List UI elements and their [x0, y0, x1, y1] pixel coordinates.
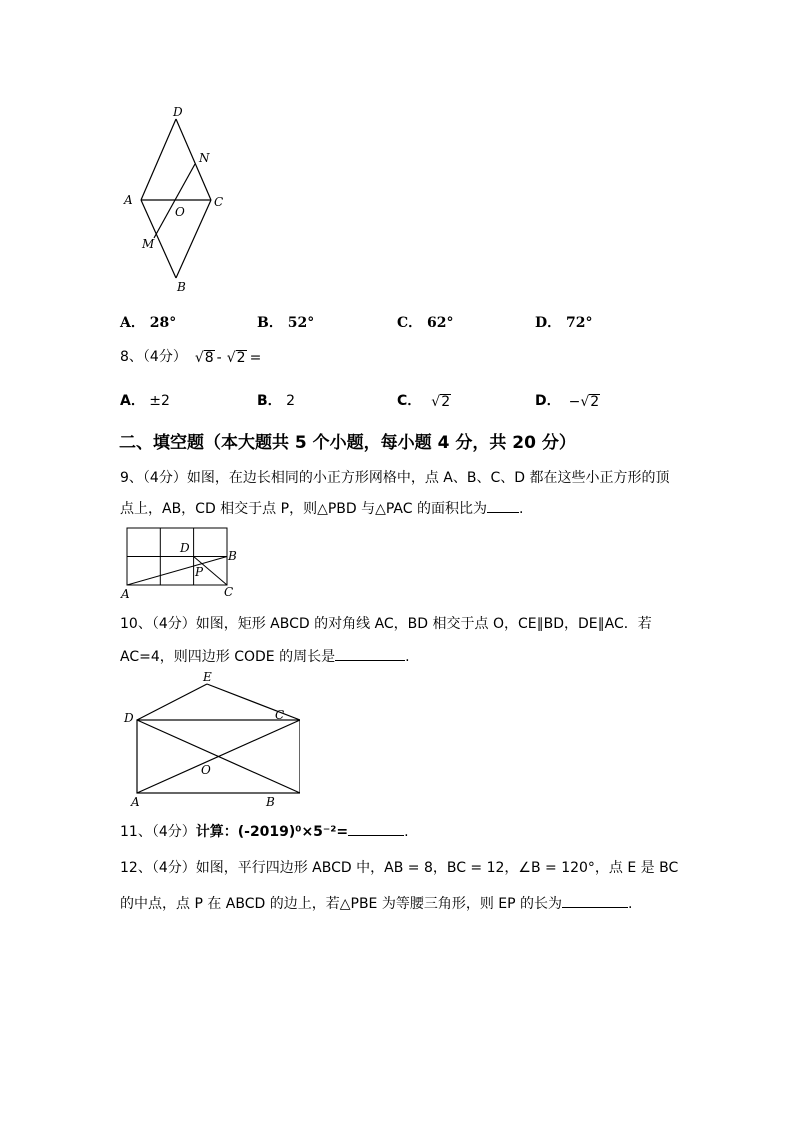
- label-N: N: [199, 151, 210, 165]
- q12-line1: 12、（4分）如图，平行四边形 ABCD 中，AB = 8，BC = 12，∠B = 120°，点 E 是 BC: [120, 860, 679, 876]
- label-A: A: [121, 587, 130, 601]
- label-A: A: [131, 795, 140, 809]
- label-A: A: [124, 193, 133, 207]
- sqrt-8: √ 8: [194, 350, 214, 366]
- q8-number: 8、（4分）: [120, 349, 187, 365]
- q7-option-b: B． 52°: [257, 315, 315, 331]
- q11-answer-blank[interactable]: [348, 835, 404, 836]
- q9-answer-blank[interactable]: [487, 512, 519, 513]
- label-C: C: [214, 195, 224, 209]
- q8-option-b: B． 2: [257, 393, 296, 409]
- q12-line2: 的中点，点 P 在 ABCD 的边上，若△PBE 为等腰三角形，则 EP 的长为 .: [120, 896, 633, 912]
- q7-option-a: A． 28°: [120, 315, 177, 331]
- label-O: O: [201, 763, 211, 777]
- label-B: B: [228, 549, 237, 563]
- q10-answer-blank[interactable]: [335, 660, 405, 661]
- q10-line2: AC=4，则四边形 CODE 的周长是 .: [120, 649, 410, 665]
- section-heading: 二、填空题（本大题共 5 个小题，每小题 4 分，共 20 分）: [119, 433, 576, 453]
- q9-line1: 9、（4分）如图，在边长相同的小正方形网格中，点 A、B、C、D 都在这些小正方形的顶: [120, 470, 670, 486]
- label-B: B: [177, 280, 186, 294]
- q10-line1: 10、（4分）如图，矩形 ABCD 的对角线 AC，BD 相交于点 O，CE∥BD，DE∥AC．若: [120, 616, 652, 632]
- q11-line: 11、（4分）计算：(-2019)⁰×5⁻²= .: [120, 824, 409, 840]
- label-M: M: [142, 237, 155, 251]
- rhombus-figure: [115, 100, 235, 300]
- label-B: B: [266, 795, 275, 809]
- label-E: E: [203, 670, 212, 684]
- label-D: D: [124, 711, 134, 725]
- label-C: C: [224, 585, 234, 599]
- sqrt-2: √ 2: [226, 350, 246, 366]
- label-C: C: [275, 708, 285, 722]
- label-D: D: [180, 541, 190, 555]
- grid-figure: [118, 524, 248, 602]
- q8-stem: 8、（4分） √ 8 - √ 2 =: [120, 346, 261, 366]
- q7-option-d: D． 72°: [535, 315, 593, 331]
- q9-line2: 点上，AB，CD 相交于点 P，则△PBD 与△PAC 的面积比为 .: [120, 501, 524, 517]
- q8-option-a: A． ±2: [120, 393, 170, 409]
- q8-option-d: D． − √ 2: [535, 393, 600, 410]
- q12-answer-blank[interactable]: [562, 907, 628, 908]
- q8-option-c: C． √ 2: [397, 393, 451, 410]
- rectangle-figure: [118, 668, 300, 814]
- label-D: D: [173, 105, 183, 119]
- label-P: P: [195, 565, 204, 579]
- q7-option-c: C． 62°: [397, 315, 454, 331]
- label-O: O: [175, 205, 185, 219]
